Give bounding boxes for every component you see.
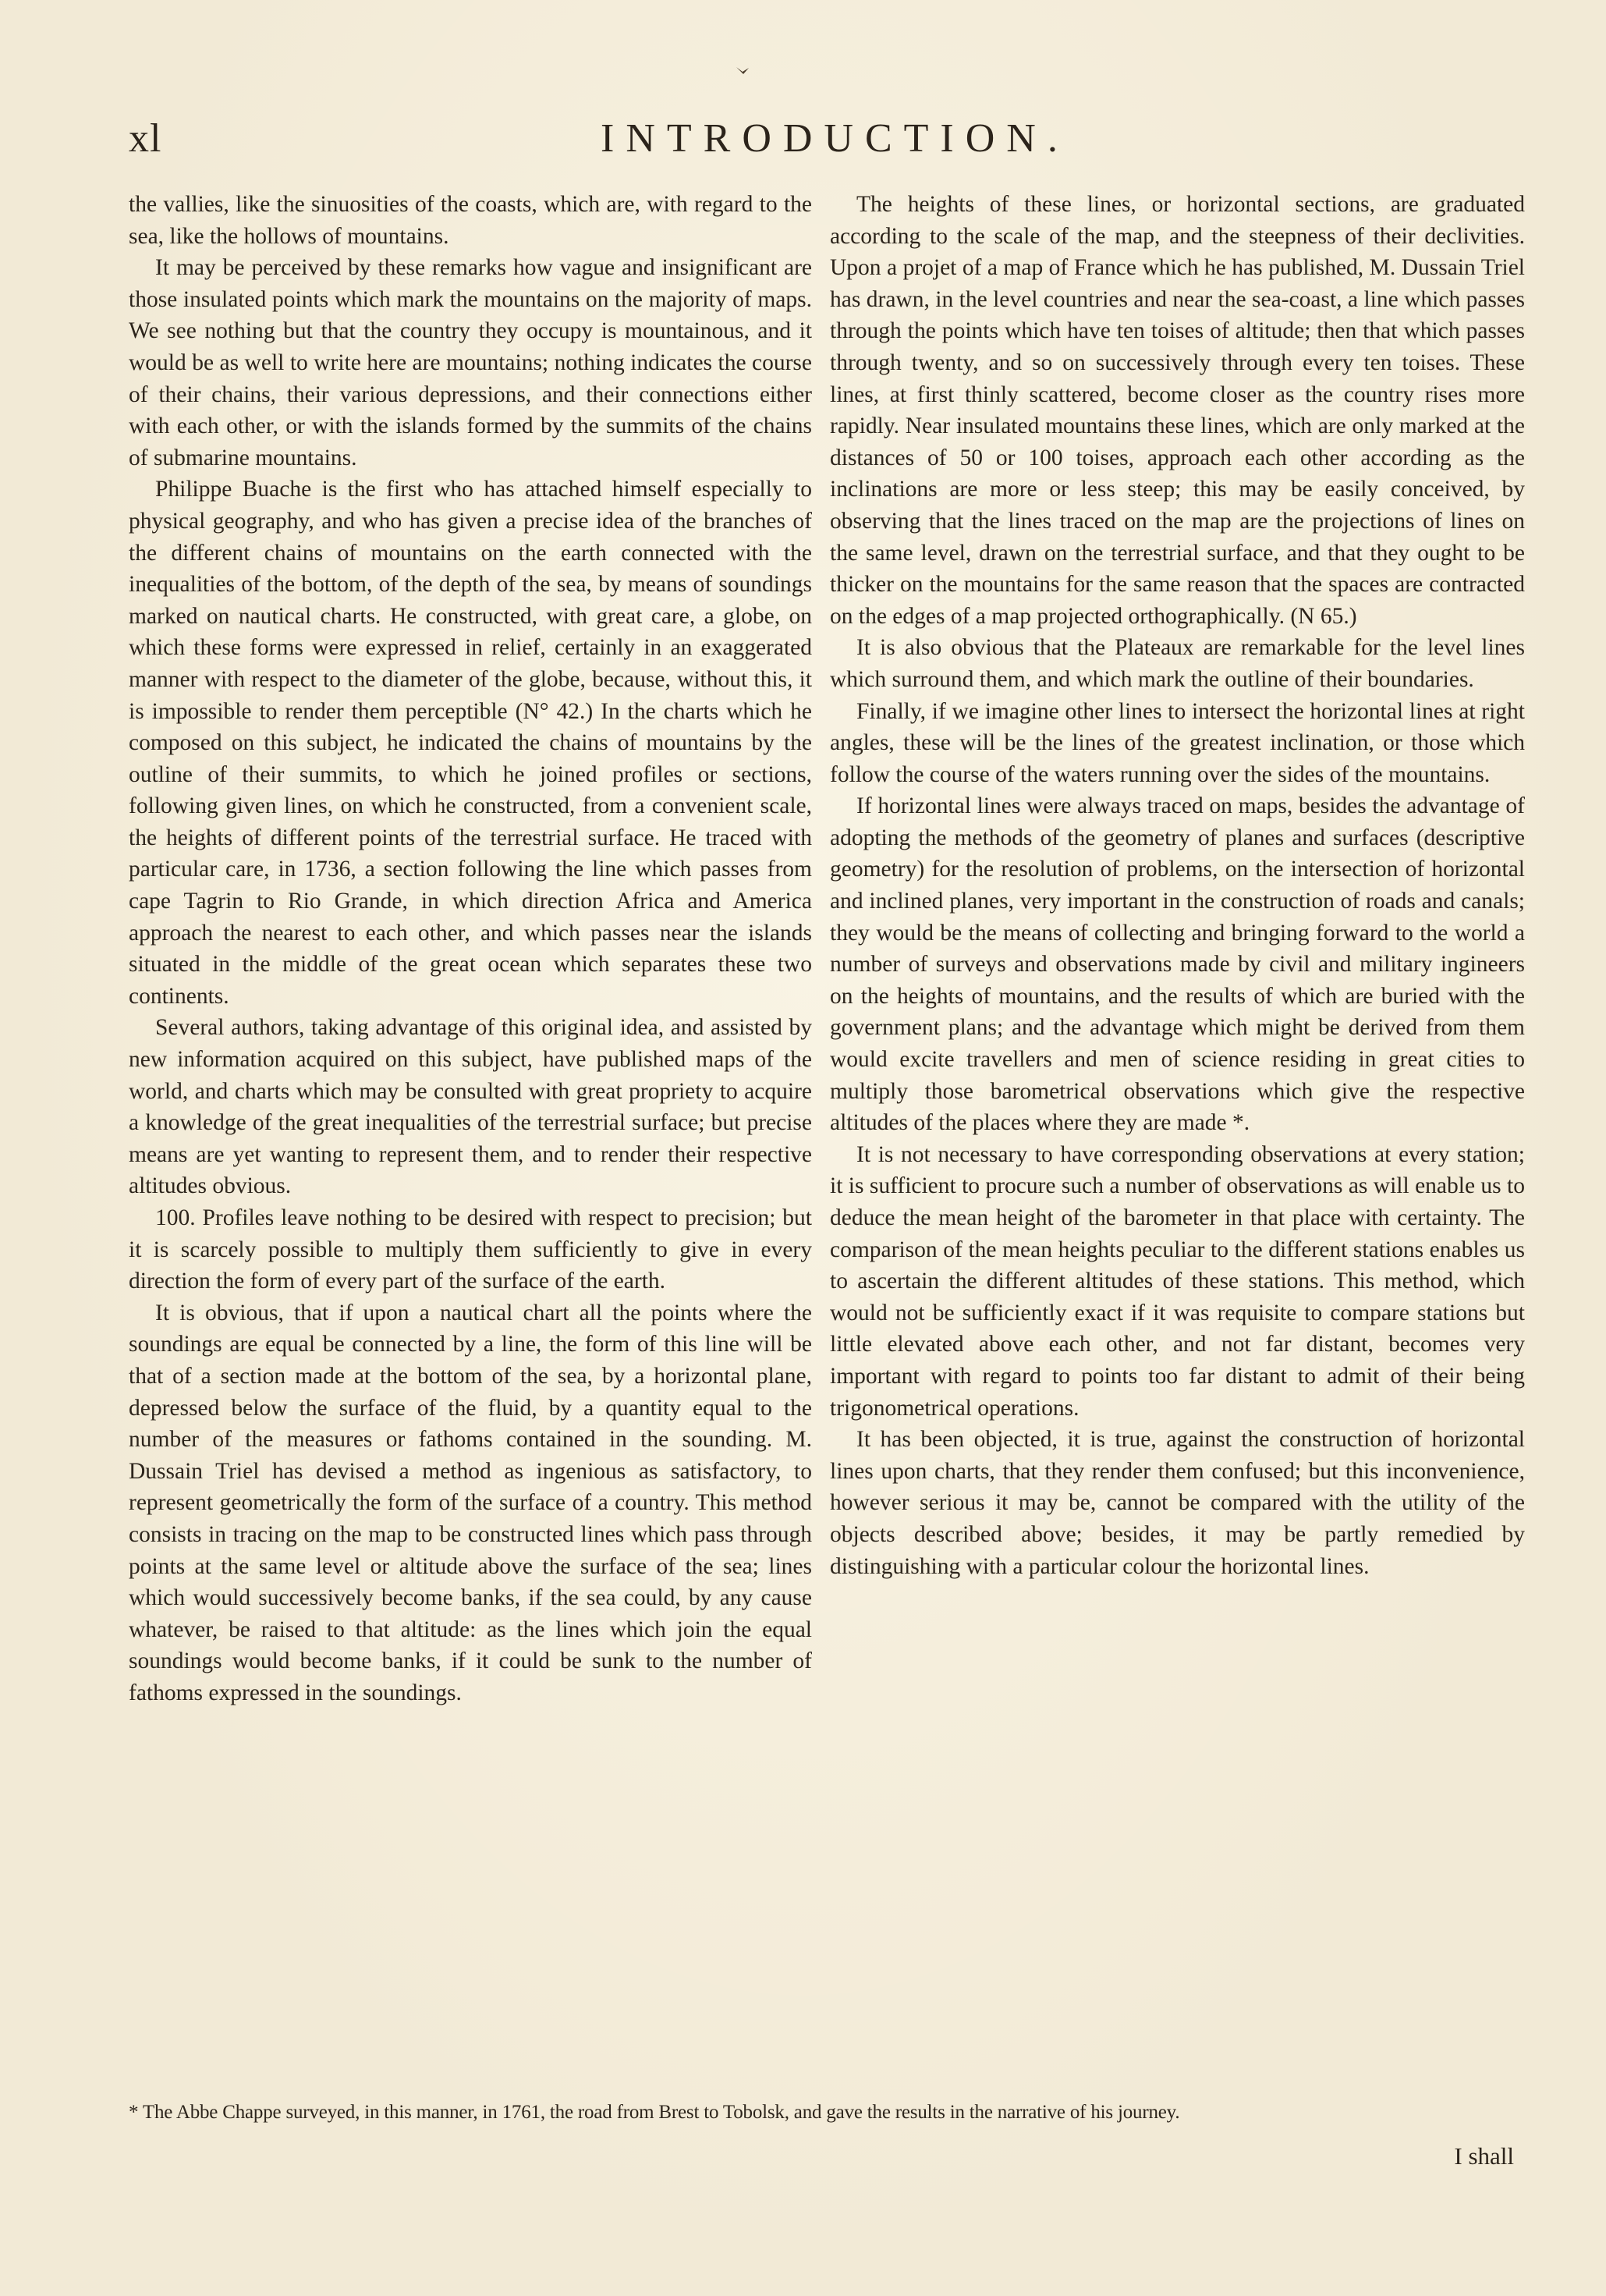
paragraph: If horizontal lines were always traced on maps, besides the advantage of adopting the methods of the geometry of planes and surfaces (descriptive geometry) for the resolution of problems, on the intersection of horizontal and inclined planes, very important in the construction of roads and canals; they would be the means of collecting and bringing forward to the world a number of surveys and observations made by civil and military ingineers on the heights of mountains, and the results of which are buried with the government plans; and the advantage which might be derived from them would excite travellers and men of science residing in great cities to multiply those barometrical observations which give the respective altitudes of the places where they are made *.	[830, 793, 1525, 1136]
page-number: xl	[129, 116, 162, 161]
running-title: INTRODUCTION.	[601, 116, 1069, 161]
paragraph: the vallies, like the sinuosities of the coasts, which are, with regard to the sea, like the hollows of mountains.	[129, 192, 812, 249]
paragraph: It may be perceived by these remarks how vague and insignificant are those insulated points which mark the mountains on the majority of maps. We see nothing but that the country they occupy is mountainous, and it would be as well to write here are mountains; nothing indicates the course of their chains, their various depressions, and their connections either with each other, or with the islands formed by the summits of the chains of submarine mountains.	[129, 255, 812, 470]
catchword: I shall	[1454, 2142, 1514, 2170]
paragraph: Several authors, taking advantage of this original idea, and assisted by new information acquired on this subject, have published maps of the world, and charts which may be consulted with great propriety to acquire a knowledge of the great inequalities of the terrestrial surface; but precise means are yet wanting to represent them, and to render their respective altitudes obvious.	[129, 1015, 812, 1199]
paragraph: It is not necessary to have corresponding observations at every station; it is sufficient to procure such a number of observations as will enable us to deduce the mean height of the barometer in that place with certainty. The comparison of the mean heights peculiar to the different stations enables us to ascertain the different altitudes of these stations. This method, which would not be sufficiently exact if it was requisite to compare stations but little elevated above each other, and not far distant, becomes very important with regard to points too far distant to admit of their being trigonometrical operations.	[830, 1141, 1525, 1421]
paragraph: It is also obvious that the Plateaux are remarkable for the level lines which surround them, and which mark the outline of their boundaries.	[830, 635, 1525, 692]
paragraph: 100. Profiles leave nothing to be desired with respect to precision; but it is scarcely possible to multiply them sufficiently to give in every direction the form of every part of the surface of the earth.	[129, 1205, 812, 1294]
printer-ornament-icon	[736, 66, 750, 75]
paragraph: It is obvious, that if upon a nautical chart all the points where the soundings are equal be connected by a line, the form of this line will be that of a section made at the bottom of the sea, by a horizontal plane, depressed below the surface of the fluid, by a quantity equal to the number of the measures or fathoms contained in the sounding. M. Dussain Triel has devised a method as ingenious as satisfactory, to represent geometrically the form of the surface of a country. This method consists in tracing on the map to be constructed lines which pass through points at the same level or altitude above the surface of the sea; lines which would successively become banks, if the sea could, by any cause whatever, be raised to that altitude: as the lines which join the equal soundings would become banks, if it could be sunk to the number of fathoms expressed in the soundings.	[129, 1300, 812, 1705]
page-header	[129, 115, 1525, 170]
paragraph: Philippe Buache is the first who has attached himself especially to physical geography, and who has given a precise idea of the branches of the different chains of mountains on the earth connected with the inequalities of the bottom, of the depth of the sea, by means of soundings marked on nautical charts. He constructed, with great care, a globe, on which these forms were expressed in relief, certainly in an exaggerated manner with respect to the diameter of the globe, because, without this, it is impossible to render them perceptible (N° 42.) In the charts which he composed on this subject, he indicated the chains of mountains by the outline of their summits, to which he joined profiles or sections, following given lines, on which he constructed, from a convenient scale, the heights of different points of the terrestrial surface. He traced with particular care, in 1736, a section following the line which passes from cape Tagrin to Rio Grande, in which direction Africa and America approach the nearest to each other, and which passes near the islands situated in the middle of the great ocean which separates these two continents.	[129, 477, 812, 1009]
left-column	[129, 189, 812, 1709]
paragraph: It has been objected, it is true, against the construction of horizontal lines upon charts, that they render them confused; but this inconvenience, however serious it may be, cannot be compared with the utility of the objects described above; besides, it may be partly remedied by distinguishing with a particular colour the horizontal lines.	[830, 1427, 1525, 1579]
right-column	[830, 189, 1525, 1582]
paragraph: The heights of these lines, or horizontal sections, are graduated according to the scale of the map, and the steepness of their declivities. Upon a projet of a map of France which he has published, M. Dussain Triel has drawn, in the level countries and near the sea-coast, a line which passes through the points which have ten toises of altitude; then that which passes through twenty, and so on successively through every ten toises. These lines, at first thinly scattered, become closer as the country rises more rapidly. Near insulated mountains these lines, which are only marked at the distances of 50 or 100 toises, approach each other according as the inclinations are more or less steep; this may be easily conceived, by observing that the lines traced on the map are the projections of lines on the same level, drawn on the terrestrial surface, and that they ought to be thicker on the mountains for the same reason that the spaces are contracted on the edges of a map projected orthographically. (N 65.)	[830, 192, 1525, 629]
paragraph: Finally, if we imagine other lines to intersect the horizontal lines at right angles, these will be the lines of the greatest inclination, or those which follow the course of the waters running over the sides of the mountains.	[830, 698, 1525, 787]
footnote: * The Abbe Chappe surveyed, in this manner, in 1761, the road from Brest to Tobolsk, and gave the results in the narrative of his journey.	[129, 2102, 1180, 2123]
